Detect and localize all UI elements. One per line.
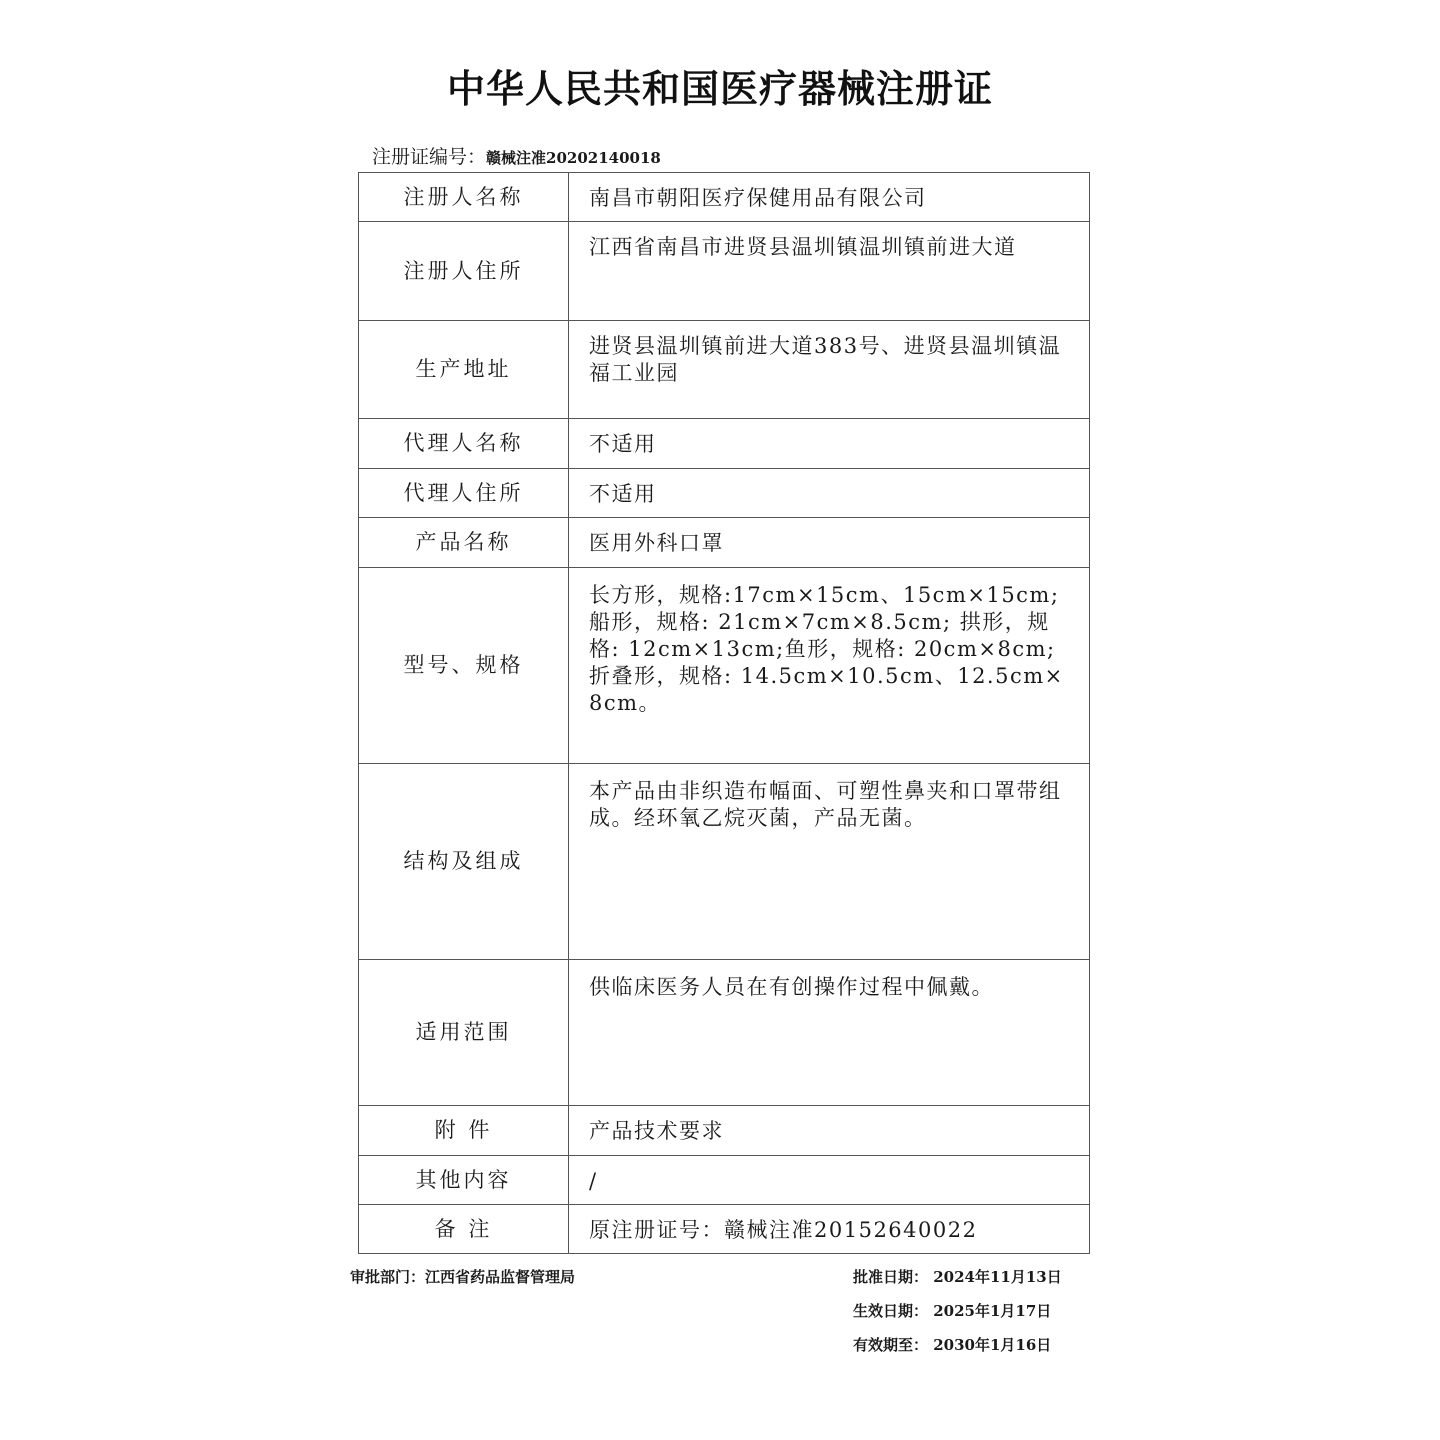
table-row [359,960,1090,1106]
row-value-other: / [569,1156,1090,1205]
table-row [359,1156,1090,1205]
document-title: 中华人民共和国医疗器械注册证 [446,67,993,111]
row-label-registrant-address: 注册人住所 [359,222,569,321]
table-row [359,1205,1090,1254]
approval-department-label: 审批部门： [350,1268,426,1286]
table-row [359,173,1090,222]
expiry-date-value: 2030年1月16日 [933,1336,1052,1354]
row-value-remarks: 原注册证号：赣械注准20152640022 [569,1205,1090,1254]
registration-table [358,172,1090,1254]
certificate-number-value: 赣械注准20202140018 [486,149,661,167]
row-value-product-name: 医用外科口罩 [569,518,1090,568]
row-label-agent-name: 代理人名称 [359,419,569,469]
row-value-registrant-address: 江西省南昌市进贤县温圳镇温圳镇前进大道 [569,222,1090,321]
row-value-attachment: 产品技术要求 [569,1106,1090,1156]
effective-date-value: 2025年1月17日 [933,1302,1052,1320]
row-label-other: 其他内容 [359,1156,569,1205]
row-label-scope: 适用范围 [359,960,569,1106]
row-label-structure: 结构及组成 [359,764,569,960]
row-value-structure: 本产品由非织造布幅面、可塑性鼻夹和口罩带组成。经环氧乙烷灭菌，产品无菌。 [569,764,1090,960]
row-value-scope: 供临床医务人员在有创操作过程中佩戴。 [569,960,1090,1106]
effective-date [853,1300,1051,1321]
row-label-product-name: 产品名称 [359,518,569,568]
row-value-model-spec: 长方形，规格:17cm×15cm、15cm×15cm; 船形，规格: 21cm×7cm×8.5cm; 拱形，规格: 12cm×13cm;鱼形，规格: 20cm×8cm; 折叠形，规格: 14.5cm×10.5cm、12.5cm×8cm。 [569,568,1090,764]
table-row [359,764,1090,960]
row-value-agent-name: 不适用 [569,419,1090,469]
table-row [359,1106,1090,1156]
row-label-remarks: 备 注 [359,1205,569,1254]
approval-date-value: 2024年11月13日 [933,1268,1062,1286]
row-value-production-address: 进贤县温圳镇前进大道383号、进贤县温圳镇温福工业园 [569,321,1090,419]
table-row [359,222,1090,321]
row-label-model-spec: 型号、规格 [359,568,569,764]
row-value-agent-address: 不适用 [569,469,1090,518]
row-label-agent-address: 代理人住所 [359,469,569,518]
table-row [359,321,1090,419]
expiry-date [853,1334,1051,1355]
approval-date [853,1266,1062,1287]
certificate-number [372,142,661,169]
certificate-number-label: 注册证编号： [372,146,487,168]
row-value-registrant-name: 南昌市朝阳医疗保健用品有限公司 [569,173,1090,222]
row-label-production-address: 生产地址 [359,321,569,419]
approval-department-value: 江西省药品监督管理局 [425,1268,576,1286]
table-row [359,568,1090,764]
row-label-registrant-name: 注册人名称 [359,173,569,222]
row-label-attachment: 附 件 [359,1106,569,1156]
effective-date-label: 生效日期： [853,1302,929,1320]
expiry-date-label: 有效期至： [853,1336,929,1354]
table-row [359,469,1090,518]
approval-department [350,1266,575,1287]
table-row [359,419,1090,469]
approval-date-label: 批准日期： [853,1268,929,1286]
table-row [359,518,1090,568]
